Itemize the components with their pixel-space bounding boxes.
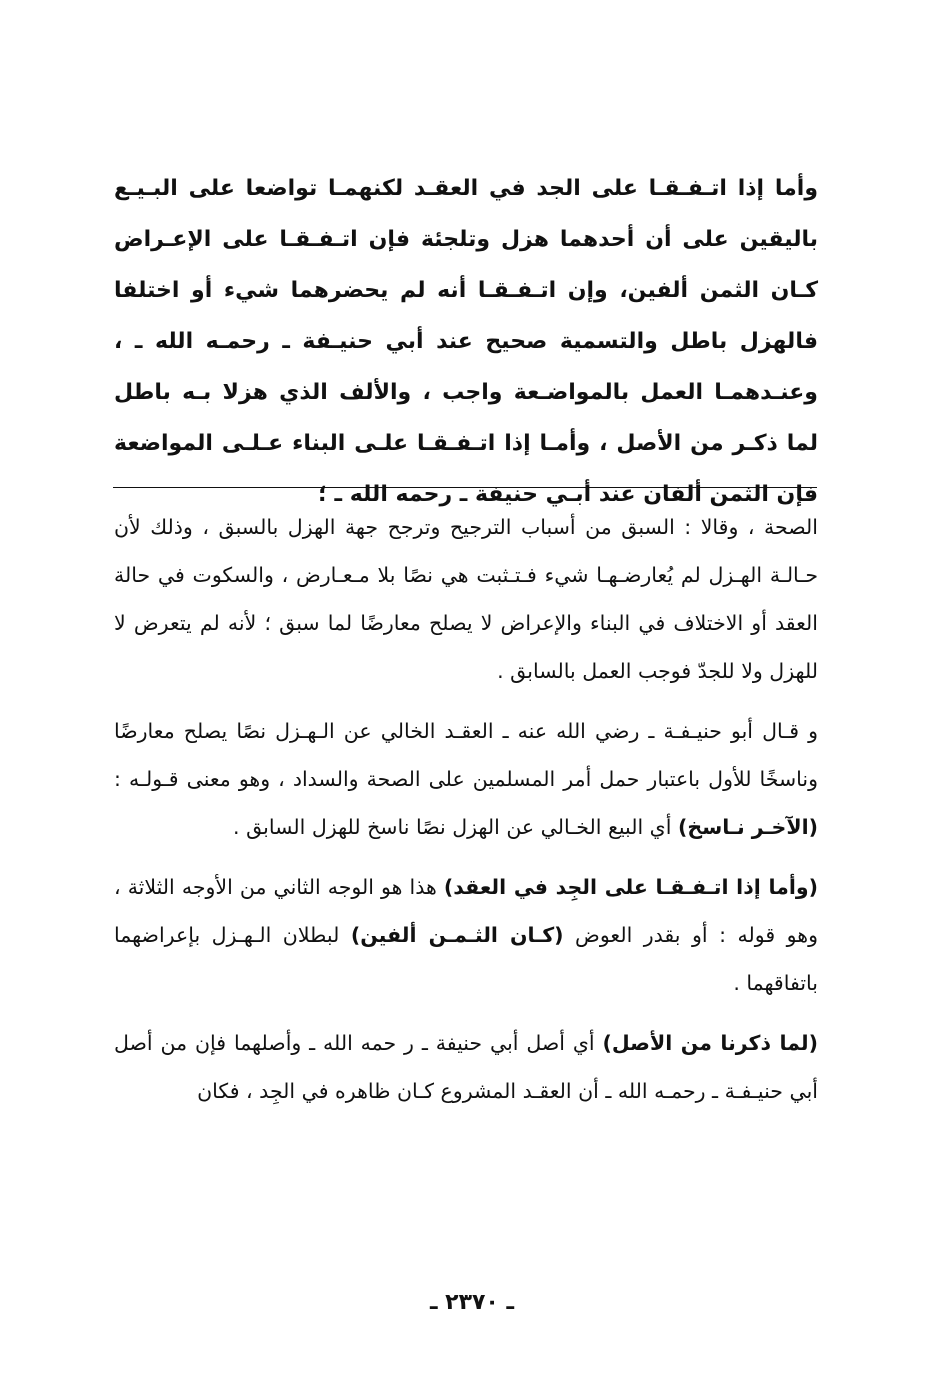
commentary-paragraph-2	[114, 707, 818, 851]
page-number: ـ ٢٣٧٠ ـ	[429, 1290, 515, 1315]
commentary-paragraph-4	[114, 1019, 818, 1115]
commentary-paragraph-3	[114, 863, 818, 1007]
commentary-text	[114, 503, 818, 1127]
commentary-text-span: لبطلان الـهـزل بإعراضهما باتفاقهما .	[114, 923, 818, 995]
quoted-matn-phrase: (وأما إذا اتـفـقـا على الجِد في العقد)	[443, 875, 818, 899]
main-text-paragraph: وأما إذا اتـفـقـا على الجد في العقـد لكنهمـا تواضعا على البـيـع باليقين على أن أحدهما هزل وتلجئة فإن اتـفـقـا على الإعـراض كـان الثمن ألفين، وإن اتـفـقـا أنه لم يحضرهما شيء أو اختلفا فالهزل باطل والتسمية صحيح عند أبي حنيـفة ـ رحمـه الله ـ ، وعنـدهمـا العمل بالمواضـعة واجب ، والألف الذي هزلا بـه باطل لما ذكـر من الأصل ، وأمـا إذا اتـفـقـا علـى البناء عـلـى المواضعة فإن الثمن ألفان عند أبـي حنيفة ـ رحمه الله ـ ؛	[114, 176, 818, 507]
quoted-matn-phrase: (الآخـر نـاسخ)	[677, 815, 818, 839]
commentary-paragraph-1: الصحة ، وقالا : السبق من أسباب الترجيح وترجح جهة الهزل بالسبق ، وذلك لأن حـالـة الهـزل لم يُعارضـهـا شيء فـتـثبت هي نصًا بلا مـعـارض ، والسكوت في حالة العقد أو الاختلاف في البناء والإعراض لا يصلح معارضًا لما سبق ؛ لأنه لم يتعرض لا للهزل ولا للجدّ فوجب العمل بالسابق .	[114, 515, 818, 683]
commentary-text-span: أي البيع الخـالي عن الهزل نصًا ناسخ للهزل السابق .	[233, 815, 678, 839]
quoted-matn-phrase: (لما ذكرنا من الأصل)	[602, 1031, 818, 1055]
commentary-text-span: و قـال أبو حنيـفـة ـ رضي الله عنه ـ العقـد الخالي عن الـهـزل نصًا يصلح معارضًا وناسخًا للأول باعتبار حمل أمر المسلمين على الصحة والسداد ، وهو معنى قـولـه :	[114, 719, 818, 791]
commentary-text-span: هذا هو الوجه الثاني من الأوجه الثلاثة ، وهو قوله : أو بقدر العوض	[114, 875, 818, 947]
main-text	[114, 163, 818, 520]
footnote-divider	[113, 487, 817, 488]
quoted-matn-phrase: (كـان الثـمـن ألفين)	[350, 923, 564, 947]
commentary-text-span: أي أصل أبي حنيفة ـ ر حمه الله ـ وأصلهما فإن من أصل أبي حنيـفـة ـ رحمـه الله ـ أن العقـد المشروع كـان ظاهره في الجِد ، فكان	[114, 1031, 818, 1103]
